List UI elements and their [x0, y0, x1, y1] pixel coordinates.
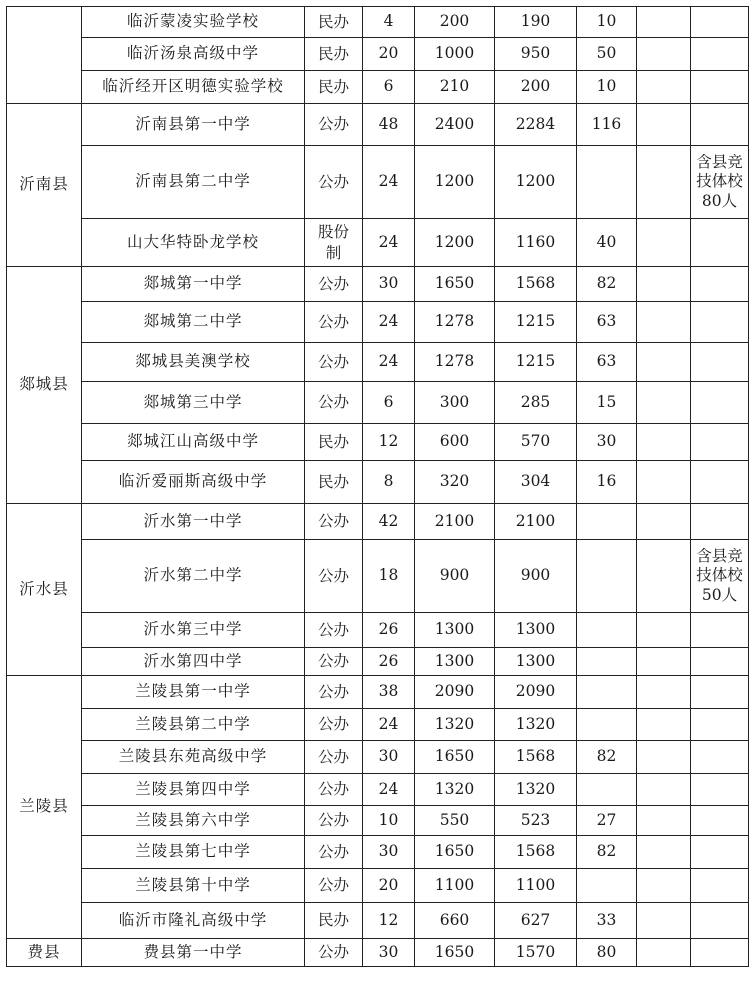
note-cell: [691, 903, 749, 939]
count-cell: 950: [495, 38, 577, 71]
extra-cell: [577, 869, 637, 903]
note-cell: [691, 219, 749, 267]
classes-cell: 18: [363, 540, 415, 613]
extra-cell: 16: [577, 461, 637, 504]
school-type-cell: 公办: [305, 540, 363, 613]
plan-cell: 1278: [415, 343, 495, 382]
count-cell: 1568: [495, 267, 577, 302]
school-name-cell: 临沂蒙凌实验学校: [82, 7, 305, 38]
classes-cell: 20: [363, 869, 415, 903]
note-cell: [691, 806, 749, 836]
school-name-cell: 兰陵县东苑高级中学: [82, 741, 305, 774]
school-name-cell: 沂水第三中学: [82, 613, 305, 648]
table-row: [7, 774, 749, 806]
school-type-cell: 公办: [305, 382, 363, 424]
classes-cell: 26: [363, 613, 415, 648]
school-name-cell: 沂水第一中学: [82, 504, 305, 540]
blank-cell: [637, 806, 691, 836]
table-row: [7, 836, 749, 869]
school-type-cell: 公办: [305, 648, 363, 676]
school-name-cell: 临沂爱丽斯高级中学: [82, 461, 305, 504]
count-cell: 627: [495, 903, 577, 939]
count-cell: 1215: [495, 302, 577, 343]
county-cell: 兰陵县: [7, 676, 82, 939]
county-cell: 郯城县: [7, 267, 82, 504]
note-cell: [691, 939, 749, 967]
count-cell: 1300: [495, 613, 577, 648]
school-name-cell: 沂南县第一中学: [82, 104, 305, 146]
plan-cell: 1320: [415, 709, 495, 741]
note-cell: [691, 836, 749, 869]
school-name-cell: 兰陵县第二中学: [82, 709, 305, 741]
extra-cell: 82: [577, 836, 637, 869]
count-cell: 1320: [495, 709, 577, 741]
table-row: [7, 939, 749, 967]
county-cell: 沂南县: [7, 104, 82, 267]
extra-cell: 63: [577, 302, 637, 343]
school-type-cell: 公办: [305, 869, 363, 903]
school-name-cell: 沂南县第二中学: [82, 146, 305, 219]
count-cell: 304: [495, 461, 577, 504]
school-type-cell: 民办: [305, 71, 363, 104]
table-row: [7, 903, 749, 939]
school-type-cell: 公办: [305, 709, 363, 741]
school-type-cell: 民办: [305, 903, 363, 939]
note-cell: [691, 461, 749, 504]
plan-cell: 300: [415, 382, 495, 424]
classes-cell: 12: [363, 903, 415, 939]
extra-cell: [577, 504, 637, 540]
school-type-cell: 公办: [305, 774, 363, 806]
school-type-cell: 股份 制: [305, 219, 363, 267]
school-type-cell: 公办: [305, 939, 363, 967]
blank-cell: [637, 709, 691, 741]
table-row: [7, 709, 749, 741]
note-cell: [691, 648, 749, 676]
plan-cell: 1278: [415, 302, 495, 343]
note-cell: [691, 38, 749, 71]
school-type-cell: 公办: [305, 302, 363, 343]
blank-cell: [637, 71, 691, 104]
blank-cell: [637, 540, 691, 613]
count-cell: 1200: [495, 146, 577, 219]
plan-cell: 1300: [415, 648, 495, 676]
blank-cell: [637, 382, 691, 424]
school-type-cell: 公办: [305, 504, 363, 540]
plan-cell: 210: [415, 71, 495, 104]
school-type-cell: 公办: [305, 806, 363, 836]
extra-cell: [577, 146, 637, 219]
blank-cell: [637, 343, 691, 382]
table-row: [7, 676, 749, 709]
note-cell: [691, 774, 749, 806]
school-name-cell: 临沂经开区明德实验学校: [82, 71, 305, 104]
table-row: [7, 71, 749, 104]
note-cell: 含县竞 技体校 80人: [691, 146, 749, 219]
extra-cell: 63: [577, 343, 637, 382]
extra-cell: [577, 648, 637, 676]
note-cell: [691, 741, 749, 774]
school-name-cell: 郯城第一中学: [82, 267, 305, 302]
table-row: [7, 7, 749, 38]
extra-cell: 33: [577, 903, 637, 939]
classes-cell: 24: [363, 146, 415, 219]
table-row: [7, 219, 749, 267]
blank-cell: [637, 7, 691, 38]
blank-cell: [637, 104, 691, 146]
school-name-cell: 兰陵县第七中学: [82, 836, 305, 869]
plan-cell: 2100: [415, 504, 495, 540]
classes-cell: 24: [363, 709, 415, 741]
county-cell: [7, 7, 82, 104]
school-name-cell: 兰陵县第四中学: [82, 774, 305, 806]
table-row: [7, 104, 749, 146]
blank-cell: [637, 146, 691, 219]
count-cell: 1320: [495, 774, 577, 806]
classes-cell: 4: [363, 7, 415, 38]
count-cell: 2090: [495, 676, 577, 709]
school-type-cell: 公办: [305, 741, 363, 774]
blank-cell: [637, 741, 691, 774]
classes-cell: 6: [363, 71, 415, 104]
blank-cell: [637, 219, 691, 267]
note-cell: [691, 613, 749, 648]
school-type-cell: 民办: [305, 7, 363, 38]
blank-cell: [637, 302, 691, 343]
school-name-cell: 沂水第二中学: [82, 540, 305, 613]
extra-cell: 40: [577, 219, 637, 267]
count-cell: 200: [495, 71, 577, 104]
plan-cell: 1100: [415, 869, 495, 903]
plan-cell: 2090: [415, 676, 495, 709]
count-cell: 570: [495, 424, 577, 461]
note-cell: [691, 676, 749, 709]
classes-cell: 26: [363, 648, 415, 676]
classes-cell: 24: [363, 219, 415, 267]
extra-cell: 10: [577, 71, 637, 104]
table-row: [7, 540, 749, 613]
classes-cell: 30: [363, 741, 415, 774]
blank-cell: [637, 38, 691, 71]
classes-cell: 30: [363, 939, 415, 967]
count-cell: 285: [495, 382, 577, 424]
count-cell: 190: [495, 7, 577, 38]
school-type-cell: 公办: [305, 836, 363, 869]
table-row: [7, 741, 749, 774]
classes-cell: 30: [363, 836, 415, 869]
table-row: [7, 302, 749, 343]
school-type-cell: 民办: [305, 424, 363, 461]
school-name-cell: 兰陵县第六中学: [82, 806, 305, 836]
plan-cell: 1000: [415, 38, 495, 71]
count-cell: 1160: [495, 219, 577, 267]
count-cell: 523: [495, 806, 577, 836]
school-type-cell: 公办: [305, 613, 363, 648]
table-row: [7, 382, 749, 424]
school-type-cell: 公办: [305, 676, 363, 709]
school-name-cell: 郯城江山高级中学: [82, 424, 305, 461]
count-cell: 1568: [495, 741, 577, 774]
classes-cell: 24: [363, 774, 415, 806]
extra-cell: 80: [577, 939, 637, 967]
table-row: [7, 146, 749, 219]
extra-cell: [577, 676, 637, 709]
school-type-cell: 民办: [305, 461, 363, 504]
school-name-cell: 兰陵县第一中学: [82, 676, 305, 709]
county-cell: 费县: [7, 939, 82, 967]
extra-cell: [577, 774, 637, 806]
note-cell: [691, 7, 749, 38]
school-type-cell: 公办: [305, 267, 363, 302]
school-name-cell: 郯城县美澳学校: [82, 343, 305, 382]
note-cell: [691, 869, 749, 903]
table-row: [7, 343, 749, 382]
extra-cell: 116: [577, 104, 637, 146]
blank-cell: [637, 648, 691, 676]
school-name-cell: 兰陵县第十中学: [82, 869, 305, 903]
classes-cell: 10: [363, 806, 415, 836]
note-cell: [691, 267, 749, 302]
table-row: [7, 648, 749, 676]
classes-cell: 38: [363, 676, 415, 709]
plan-cell: 1650: [415, 741, 495, 774]
classes-cell: 20: [363, 38, 415, 71]
table-row: [7, 504, 749, 540]
extra-cell: 50: [577, 38, 637, 71]
blank-cell: [637, 903, 691, 939]
classes-cell: 12: [363, 424, 415, 461]
school-name-cell: 费县第一中学: [82, 939, 305, 967]
blank-cell: [637, 774, 691, 806]
blank-cell: [637, 424, 691, 461]
note-cell: 含县竞 技体校 50人: [691, 540, 749, 613]
plan-cell: 600: [415, 424, 495, 461]
blank-cell: [637, 461, 691, 504]
classes-cell: 24: [363, 302, 415, 343]
blank-cell: [637, 676, 691, 709]
count-cell: 1215: [495, 343, 577, 382]
plan-cell: 1200: [415, 146, 495, 219]
plan-cell: 320: [415, 461, 495, 504]
count-cell: 1300: [495, 648, 577, 676]
blank-cell: [637, 613, 691, 648]
blank-cell: [637, 836, 691, 869]
note-cell: [691, 343, 749, 382]
extra-cell: [577, 613, 637, 648]
count-cell: 1570: [495, 939, 577, 967]
plan-cell: 1650: [415, 939, 495, 967]
extra-cell: 30: [577, 424, 637, 461]
note-cell: [691, 504, 749, 540]
extra-cell: 15: [577, 382, 637, 424]
plan-cell: 1650: [415, 267, 495, 302]
school-name-cell: 郯城第三中学: [82, 382, 305, 424]
extra-cell: 82: [577, 267, 637, 302]
note-cell: [691, 424, 749, 461]
school-type-cell: 公办: [305, 146, 363, 219]
count-cell: 2100: [495, 504, 577, 540]
count-cell: 1100: [495, 869, 577, 903]
table-row: [7, 869, 749, 903]
blank-cell: [637, 267, 691, 302]
school-name-cell: 临沂市隆礼高级中学: [82, 903, 305, 939]
school-name-cell: 郯城第二中学: [82, 302, 305, 343]
classes-cell: 42: [363, 504, 415, 540]
extra-cell: 27: [577, 806, 637, 836]
extra-cell: [577, 540, 637, 613]
county-cell: 沂水县: [7, 504, 82, 676]
note-cell: [691, 71, 749, 104]
table-row: [7, 613, 749, 648]
school-name-cell: 临沂汤泉高级中学: [82, 38, 305, 71]
plan-cell: 1200: [415, 219, 495, 267]
plan-cell: 200: [415, 7, 495, 38]
count-cell: 1568: [495, 836, 577, 869]
blank-cell: [637, 939, 691, 967]
school-type-cell: 公办: [305, 104, 363, 146]
count-cell: 2284: [495, 104, 577, 146]
extra-cell: [577, 709, 637, 741]
classes-cell: 6: [363, 382, 415, 424]
school-type-cell: 公办: [305, 343, 363, 382]
enrollment-table: [6, 6, 749, 967]
count-cell: 900: [495, 540, 577, 613]
table-row: [7, 806, 749, 836]
plan-cell: 1300: [415, 613, 495, 648]
classes-cell: 8: [363, 461, 415, 504]
extra-cell: 10: [577, 7, 637, 38]
table-row: [7, 267, 749, 302]
table-row: [7, 461, 749, 504]
classes-cell: 48: [363, 104, 415, 146]
blank-cell: [637, 869, 691, 903]
classes-cell: 24: [363, 343, 415, 382]
school-name-cell: 山大华特卧龙学校: [82, 219, 305, 267]
table-row: [7, 38, 749, 71]
plan-cell: 2400: [415, 104, 495, 146]
note-cell: [691, 302, 749, 343]
classes-cell: 30: [363, 267, 415, 302]
plan-cell: 1320: [415, 774, 495, 806]
blank-cell: [637, 504, 691, 540]
note-cell: [691, 382, 749, 424]
school-type-cell: 民办: [305, 38, 363, 71]
note-cell: [691, 104, 749, 146]
plan-cell: 900: [415, 540, 495, 613]
school-name-cell: 沂水第四中学: [82, 648, 305, 676]
plan-cell: 660: [415, 903, 495, 939]
extra-cell: 82: [577, 741, 637, 774]
plan-cell: 1650: [415, 836, 495, 869]
table-row: [7, 424, 749, 461]
note-cell: [691, 709, 749, 741]
plan-cell: 550: [415, 806, 495, 836]
